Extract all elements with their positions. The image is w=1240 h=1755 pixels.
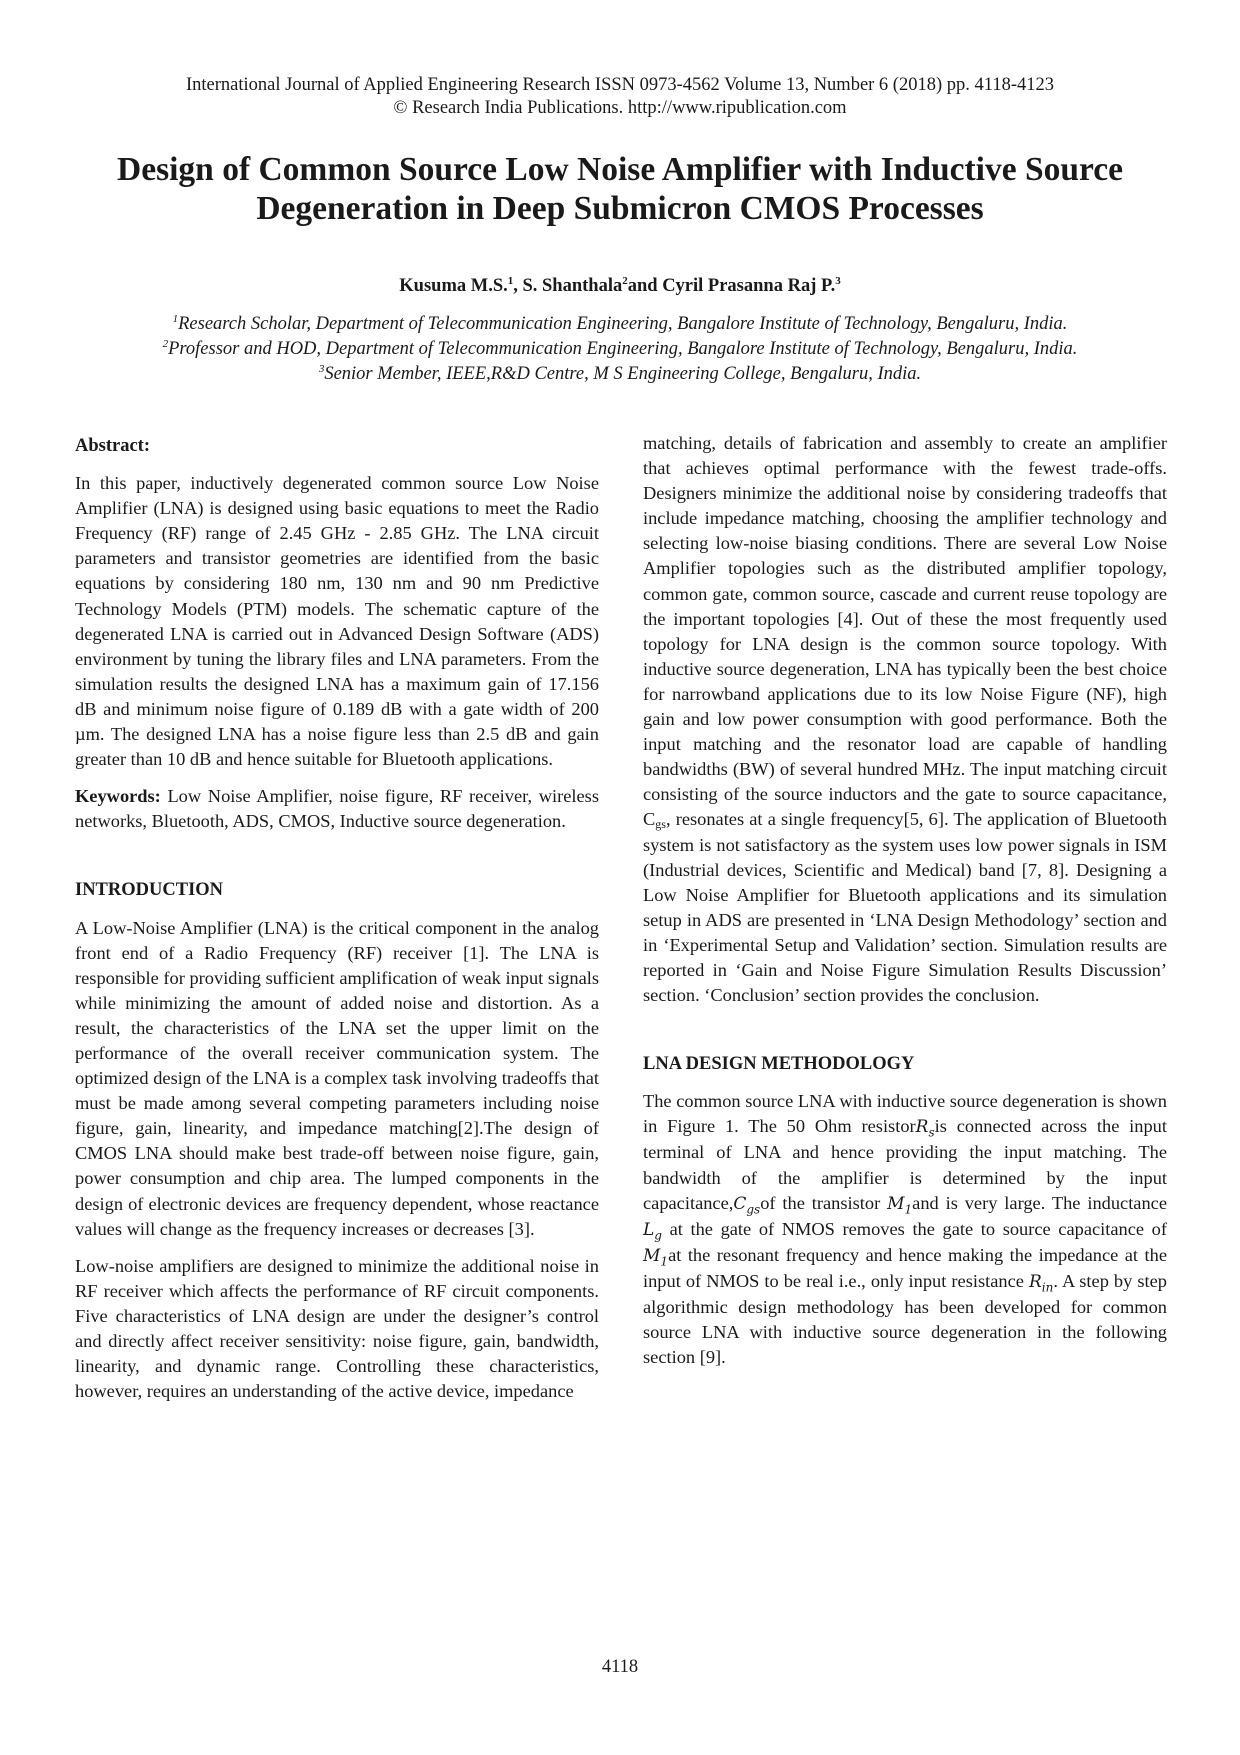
title-line-1: Design of Common Source Low Noise Amplifier with Inductive Source [117, 151, 1123, 188]
abstract-heading: Abstract: [75, 436, 151, 456]
math-subscript: gs [746, 1202, 761, 1217]
paper-title [0, 150, 1240, 228]
running-header [0, 74, 1240, 120]
math-lg [643, 1219, 662, 1243]
paragraph-text: at the gate of NMOS removes the gate to source capacitance of [661, 1218, 1167, 1239]
introduction-paragraph-2: Low-noise amplifiers are designed to minimize the additional noise in RF receiver which affects the performance of RF circuit components. Five characteristics of LNA design are under the designer’s control and directly affect receiver sensitivity: noise figure, gain, bandwidth, linearity, and dynamic range. Controlling these characteristics, however, requires an understanding of the active device, impedance [75, 1255, 599, 1402]
affiliation-mark: 1 [172, 313, 179, 325]
abstract-text: In this paper, inductively degenerated common source Low Noise Amplifier (LNA) is designed using basic equations to meet the Radio Frequency (RF) range of 2.45 GHz - 2.85 GHz. The LNA circuit parameters and transistor geometries are identified from the basic equations by considering 180 nm, 130 nm and 90 nm Predictive Technology Models (PTM) models. The schematic capture of the degenerated LNA is carried out in Advanced Design Software (ADS) environment by tuning the library files and LNA parameters. From the simulation results the designed LNA has a maximum gain of 17.156 dB and minimum noise figure of 0.189 dB with a gate width of 200 µm. The designed LNA has a noise figure less than 2.5 dB and gain greater than 10 dB and hence suitable for Bluetooth applications. [75, 473, 599, 770]
keywords-text: Low Noise Amplifier, noise figure, RF receiver, wireless networks, Bluetooth, ADS, CMOS, Inductive source degeneration. [75, 786, 599, 832]
methodology-paragraph [643, 1089, 1167, 1370]
paragraph-text: is connected across the input terminal of LNA and hence providing the input matching. The bandwidth of the amplifier is determined by the input capacitance, [643, 1116, 1167, 1213]
affiliation-text: Senior Member, IEEE,R&D Centre, M S Engineering College, Bengaluru, India. [324, 364, 922, 384]
paragraph-text: at the resonant frequency and hence making the impedance at the input of NMOS to be real i.e., only input resistance [643, 1244, 1167, 1291]
author-3-affil-mark: 3 [835, 275, 841, 287]
math-subscript: 1 [904, 1202, 913, 1217]
paragraph-text: of the transistor [760, 1192, 888, 1213]
publisher-line: © Research India Publications. http://www.ripublication.com [393, 98, 847, 118]
math-symbol: L [643, 1219, 655, 1240]
paragraph-text: and is very large. The inductance [912, 1192, 1167, 1213]
introduction-heading: INTRODUCTION [75, 880, 224, 901]
keywords-label: Keywords: [75, 786, 161, 807]
keywords [75, 784, 599, 834]
affiliation-mark: 2 [162, 338, 169, 350]
affiliation-2 [0, 337, 1240, 362]
left-column [75, 434, 599, 1404]
math-m1 [887, 1193, 913, 1217]
author-3: Cyril Prasanna Raj P. [662, 276, 836, 296]
affiliation-1 [0, 312, 1240, 337]
math-symbol: M [887, 1193, 905, 1214]
title-line-2: Degeneration in Deep Submicron CMOS Processes [256, 190, 984, 227]
math-cgs [733, 1193, 761, 1217]
introduction-paragraph-1: A Low-Noise Amplifier (LNA) is the critical component in the analog front end of a Radio Frequency (RF) receiver [1]. The LNA is responsible for providing sufficient amplification of weak input signals while minimizing the amount of added noise and distortion. As a result, the characteristics of the LNA set the upper limit on the performance of the overall receiver communication system. The optimized design of the LNA is a complex task involving tradeoffs that must be made among several competing parameters including noise figure, gain, linearity, and impedance matching[2].The design of CMOS LNA should make best trade-off between noise figure, gain, power consumption and chip area. The lumped components in the design of electronic devices are frequency dependent, whose reactance values will change as the frequency increases or decreases [3]. [75, 917, 599, 1239]
page-number: 4118 [601, 1657, 639, 1677]
math-symbol: R [1028, 1271, 1042, 1292]
math-symbol: M [643, 1245, 661, 1266]
paragraph-text: , resonates at a single frequency[5, 6]. The application of Bluetooth system is not satisfactory as the system uses low power signals in ISM (Industrial devices, Scientific and Medical) band [7, 8]. Designing a Low Noise Amplifier for Bluetooth applications and its simulation setup in ADS are presented in ‘LNA Design Methodology’ section and in ‘Experimental Setup and Validation’ section. Simulation results are reported in ‘Gain and Noise Figure Simulation Results Discussion’ section. ‘Conclusion’ section provides the conclusion. [643, 809, 1167, 1006]
affiliation-mark: 3 [318, 363, 325, 375]
methodology-heading: LNA DESIGN METHODOLOGY [643, 1054, 915, 1075]
math-rs [915, 1117, 935, 1140]
math-subscript: 1 [660, 1254, 669, 1269]
affiliation-text: Research Scholar, Department of Telecommunication Engineering, Bangalore Institute of Technology, Bengaluru, India. [178, 314, 1068, 334]
math-rin [1028, 1271, 1054, 1295]
author-2-affil-mark: 2 [622, 275, 628, 287]
affiliation-3 [0, 362, 1240, 387]
affiliation-text: Professor and HOD, Department of Telecommunication Engineering, Bangalore Institute of Technology, Bengaluru, India. [168, 339, 1078, 359]
author-list [0, 276, 1240, 297]
math-subscript: g [654, 1228, 662, 1243]
math-subscript: in [1041, 1280, 1054, 1295]
author-1: Kusuma M.S. [399, 276, 508, 296]
author-1-affil-mark: 1 [507, 275, 514, 287]
journal-line: International Journal of Applied Engineering Research ISSN 0973-4562 Volume 13, Number 6 (2018) pp. 4118-4123 [186, 75, 1054, 95]
paragraph-text: matching, details of fabrication and assembly to create an amplifier that achieves optimal performance with the fewest trade-offs. Designers minimize the additional noise by considering tradeoffs that include impedance matching, choosing the amplifier technology and selecting low-noise biasing conditions. There are several Low Noise Amplifier topologies such as the distributed amplifier topology, common gate, common source, cascade and current reuse topology are the important topologies [4]. Out of these the most frequently used topology for LNA design is the common source topology. With inductive source degeneration, LNA has typically been the best choice for narrowband applications due to its low Noise Figure (NF), high gain and low power consumption with good performance. Both the input matching and the resonator load are capable of handling bandwidths (BW) of several hundred MHz. The input matching circuit consisting of the source inductors and the gate to source capacitance, C [643, 433, 1167, 830]
introduction-paragraph-2-continued [643, 431, 1167, 1008]
math-symbol: R [915, 1117, 929, 1138]
author-2: S. Shanthala [522, 276, 623, 296]
paragraph-text: . A step by step algorithmic design methodology has been developed for common source LNA with inductive source degeneration in the following section [9]. [643, 1270, 1167, 1368]
math-symbol: C [733, 1193, 747, 1214]
paragraph-text: The common source LNA with inductive source degeneration is shown in Figure 1. The 50 Ohm resistor [643, 1091, 1167, 1137]
author-separator: , [513, 276, 523, 296]
author-separator: and [627, 276, 663, 296]
math-m1 [643, 1245, 669, 1269]
math-subscript: s [928, 1125, 935, 1140]
subscript: gs [655, 817, 666, 832]
right-column [643, 431, 1167, 1370]
affiliations [0, 312, 1240, 387]
